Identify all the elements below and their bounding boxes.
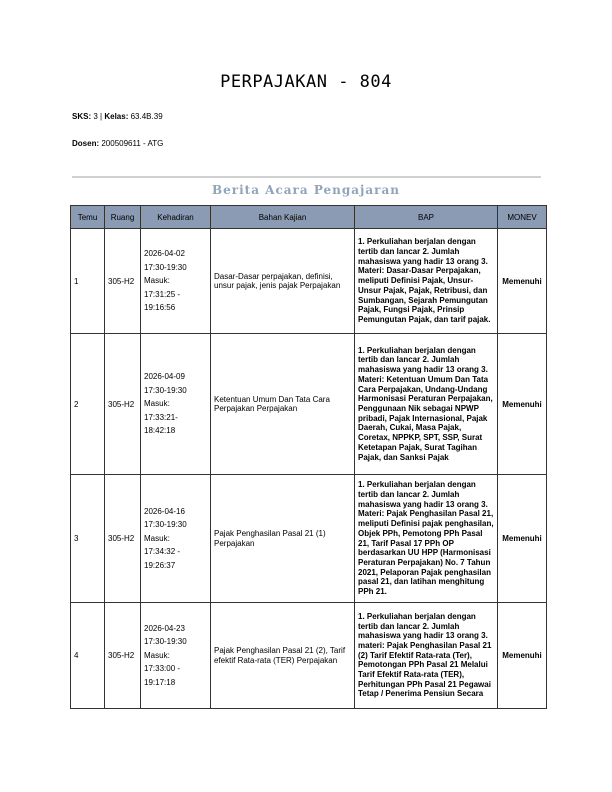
masuk-label: Masuk: — [144, 276, 170, 286]
table-row — [71, 475, 547, 603]
divider — [72, 176, 541, 178]
masuk-waktu: 17:34:32 - 19:26:37 — [144, 547, 181, 570]
header-temu: Temu — [71, 206, 105, 229]
bap-cell: 1. Perkuliahan berjalan dengan tertib dan lancar 2. Jumlah mahasiswa yang hadir 13 orang 3. Materi: Dasar-Dasar Perpajakan, meliputi Definisi Pajak, Unsur-Unsur Pajak, Pajak, Retribusi, dan Sumbangan, Sejarah Pemungutan Pajak, Fungsi Pajak, Prinsip Pemungutan Pajak, dan tarif pajak. — [355, 229, 498, 334]
bahan-kajian-cell: Pajak Penghasilan Pasal 21 (2), Tarif efektif Rata-rata (TER) Perpajakan — [211, 603, 355, 709]
jam: 17:30-19:30 — [144, 637, 187, 647]
tanggal: 2026-04-02 — [144, 249, 185, 259]
tanggal: 2026-04-16 — [144, 506, 185, 516]
jam: 17:30-19:30 — [144, 385, 187, 395]
temu-cell: 1 — [71, 229, 105, 334]
table-row — [71, 334, 547, 475]
ruang-cell: 305-H2 — [105, 229, 141, 334]
ruang-cell: 305-H2 — [105, 603, 141, 709]
bap-cell: 1. Perkuliahan berjalan dengan tertib dan lancar 2. Jumlah mahasiswa yang hadir 13 orang 3. Materi: Pajak Penghasilan Pasal 21, meliputi Definisi pajak penghasilan, Objek PPh, Pemotong PPh Pasal 21, Tarif Pasal 17 PPh OP berdasarkan UU HPP (Harmonisasi Peraturan Perpajakan) No. 7 Tahun 2021, Pelaporan Pajak penghasilan pasal 21, dan latihan menghitung PPh 21. — [355, 475, 498, 603]
masuk-waktu: 17:33:00 - 19:17:18 — [144, 664, 181, 687]
masuk-label: Masuk: — [144, 533, 170, 543]
header-bap: BAP — [355, 206, 498, 229]
masuk-label: Masuk: — [144, 399, 170, 409]
monev-cell: Memenuhi — [498, 475, 547, 603]
ruang-cell: 305-H2 — [105, 475, 141, 603]
tanggal: 2026-04-09 — [144, 372, 185, 382]
header-kehadiran: Kehadiran — [141, 206, 211, 229]
kehadiran-cell — [141, 475, 211, 603]
kehadiran-cell — [141, 334, 211, 475]
dosen-label: Dosen: — [72, 139, 100, 148]
bahan-kajian-cell: Ketentuan Umum Dan Tata Cara Perpajakan Perpajakan — [211, 334, 355, 475]
masuk-label: Masuk: — [144, 650, 170, 660]
separator: | — [100, 112, 103, 121]
bap-cell: 1. Perkuliahan berjalan dengan tertib dan lancar 2. Jumlah mahasiswa yang hadir 13 orang 3. Materi: Ketentuan Umum Dan Tata Cara Perpajakan, Undang-Undang Harmonisasi Peraturan Perpajakan, Penggunaan Nik sebagai NPWP pribadi, Pajak Internasional, Pajak Daerah, Cukai, Masa Pajak, Coretax, NPPKP, SPT, SSP, Surat Ketetapan Pajak, Surat Tagihan Pajak, dan Sanksi Pajak — [355, 334, 498, 475]
monev-cell: Memenuhi — [498, 603, 547, 709]
temu-cell: 2 — [71, 334, 105, 475]
bap-cell: 1. Perkuliahan berjalan dengan tertib dan lancar 2. Jumlah mahasiswa yang hadir 13 orang 3. materi: Pajak Penghasilan Pasal 21 (2) Tarif Efektif Rata-rata (Ter), Pemotongan PPh Pasal 21 Melalui Tarif Efektif Rata-rata (TER), Perhitungan PPh Pasal 21 Pegawai Tetap / Penerima Pensiun Secara — [355, 603, 498, 709]
temu-cell: 3 — [71, 475, 105, 603]
jam: 17:30-19:30 — [144, 520, 187, 530]
kelas-value: 63.4B.39 — [130, 112, 163, 121]
masuk-waktu: 17:33:21- 18:42:18 — [144, 412, 178, 436]
table-header-row — [71, 206, 547, 229]
monev-cell: Memenuhi — [498, 229, 547, 334]
monev-cell: Memenuhi — [498, 334, 547, 475]
kelas-label: Kelas: — [104, 112, 129, 121]
header-bahan-kajian: Bahan Kajian — [211, 206, 355, 229]
table-row — [71, 229, 547, 334]
kehadiran-cell — [141, 229, 211, 334]
temu-cell: 4 — [71, 603, 105, 709]
header-monev: MONEV — [498, 206, 547, 229]
sks-value: 3 — [93, 112, 98, 121]
section-title: Berita Acara Pengajaran — [212, 183, 400, 197]
bahan-kajian-cell: Pajak Penghasilan Pasal 21 (1) Perpajakan — [211, 475, 355, 603]
bahan-kajian-cell: Dasar-Dasar perpajakan, definisi, unsur pajak, jenis pajak Perpajakan — [211, 229, 355, 334]
dosen-value: 200509611 - ATG — [101, 139, 164, 148]
header-ruang: Ruang — [105, 206, 141, 229]
tanggal: 2026-04-23 — [144, 623, 185, 633]
kehadiran-cell — [141, 603, 211, 709]
jam: 17:30-19:30 — [144, 262, 187, 272]
table-row — [71, 603, 547, 709]
page-title: PERPAJAKAN - 804 — [220, 72, 392, 92]
bap-table — [70, 205, 547, 709]
lecturer-info — [72, 139, 163, 148]
ruang-cell: 305-H2 — [105, 334, 141, 475]
masuk-waktu: 17:31:25 - 19:16:56 — [144, 289, 181, 313]
sks-label: SKS: — [72, 112, 92, 121]
course-info — [72, 112, 163, 121]
